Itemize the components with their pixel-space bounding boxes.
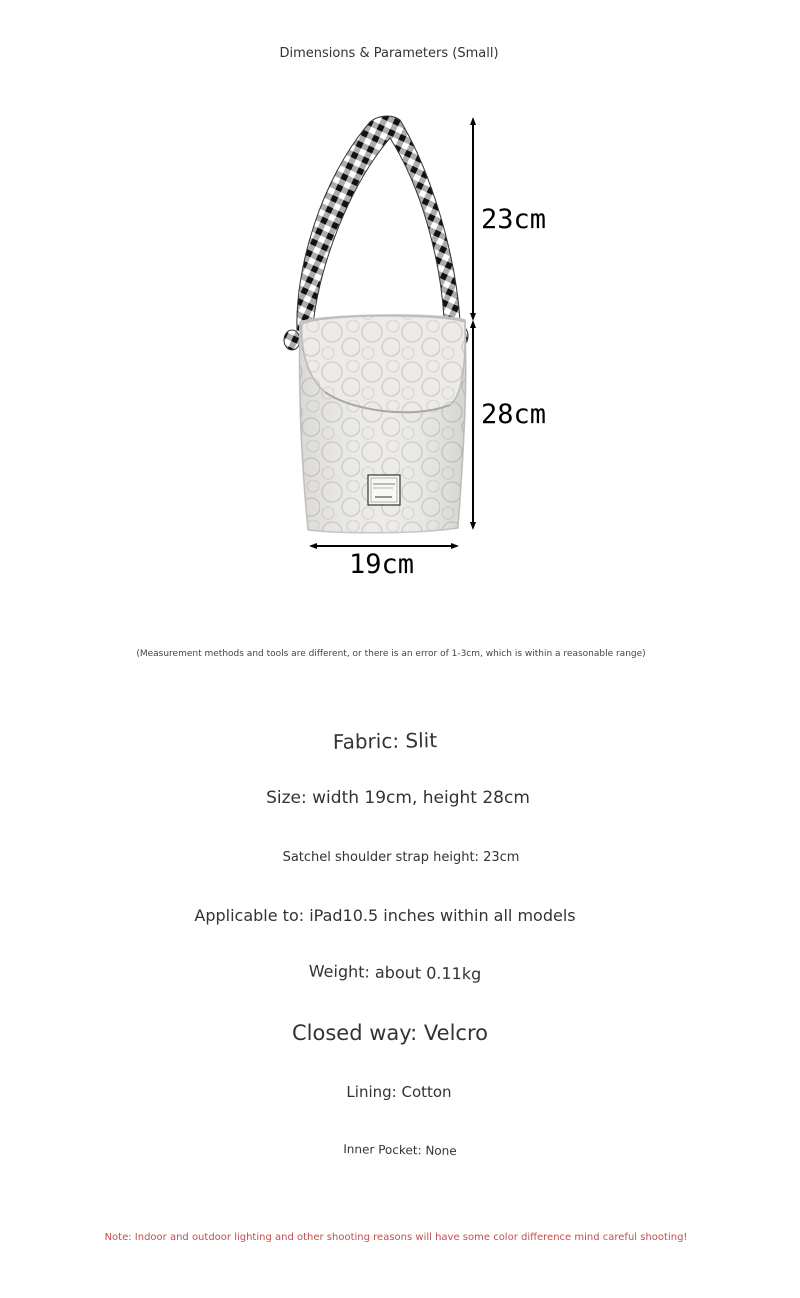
spec-fabric: Fabric: Slit <box>332 728 438 754</box>
spec-closed-way: Closed way: Velcro <box>292 1021 488 1045</box>
strap-height-label: 23cm <box>481 204 547 235</box>
bag-height-label: 28cm <box>481 399 547 430</box>
brand-patch <box>368 475 400 505</box>
bag-width-label: 19cm <box>349 549 415 580</box>
strap-height-dimension <box>470 117 476 321</box>
color-difference-note: Note: Indoor and outdoor lighting and other shooting reasons will have some color difference mind careful shooting! <box>104 1232 688 1243</box>
page-title: Dimensions & Parameters (Small) <box>279 46 499 61</box>
bag-product-figure <box>0 0 800 620</box>
spec-inner-pocket: Inner Pocket: None <box>343 1142 457 1158</box>
measurement-note: (Measurement methods and tools are different, or there is an error of 1-3cm, which is within a reasonable range) <box>136 649 646 659</box>
spec-size: Size: width 19cm, height 28cm <box>266 788 530 808</box>
spec-strap-height: Satchel shoulder strap height: 23cm <box>282 850 520 865</box>
spec-applicable: Applicable to: iPad10.5 inches within all models <box>194 906 576 925</box>
bag-height-dimension <box>470 320 476 530</box>
spec-lining: Lining: Cotton <box>346 1083 452 1101</box>
spec-weight: Weight: about 0.11kg <box>308 961 482 984</box>
